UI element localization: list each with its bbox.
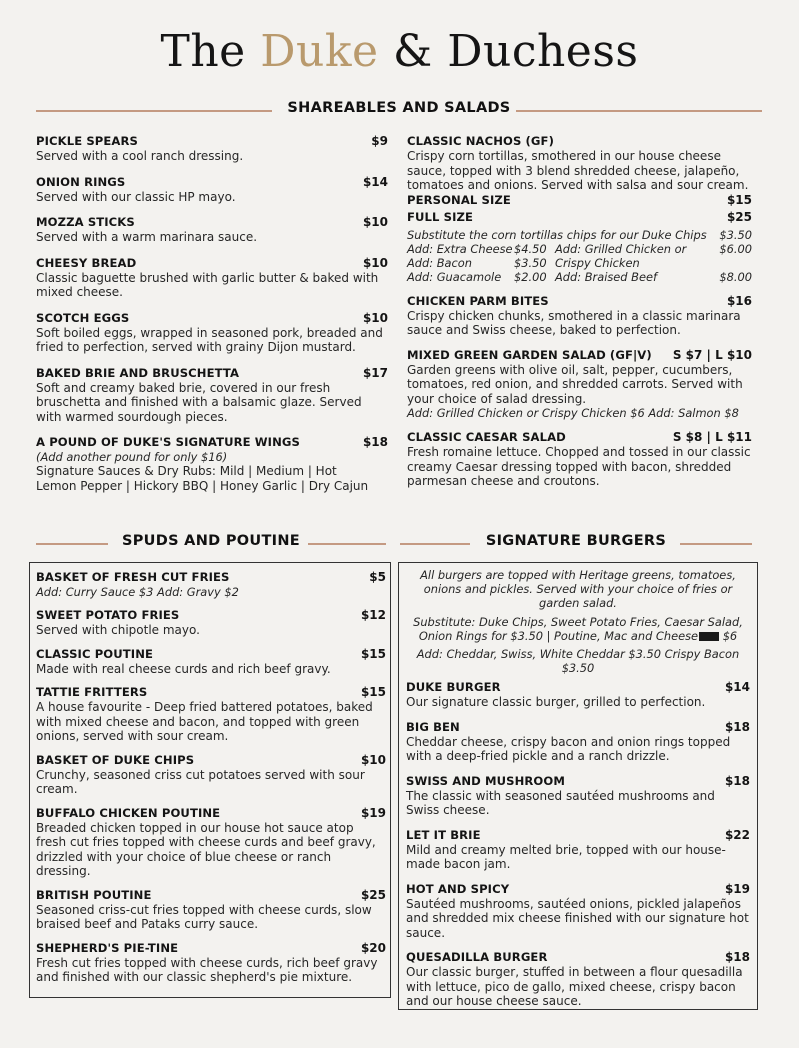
item-name: MOZZA STICKS: [36, 215, 135, 229]
item-name: DUKE BURGER: [406, 680, 501, 694]
item-name: SWISS AND MUSHROOM: [406, 773, 565, 788]
menu-item: [407, 294, 752, 338]
section-heading-spuds: [36, 533, 386, 553]
addon-label: Crispy Chicken: [555, 255, 640, 270]
addon-label: Add: Braised Beef: [555, 269, 657, 284]
menu-item-wings: [36, 435, 388, 493]
item-name: QUESADILLA BURGER: [406, 950, 548, 964]
menu-item: [36, 215, 388, 245]
item-description: Mild and creamy melted brie, topped with our house-made bacon jam.: [406, 842, 726, 871]
spuds-column: [36, 570, 386, 985]
menu-item: [36, 608, 386, 638]
size-name: FULL SIZE: [407, 209, 474, 224]
item-name: TATTIE FRITTERS: [36, 685, 148, 699]
item-price: $18: [724, 773, 750, 788]
item-price: $15: [360, 646, 386, 661]
item-description: The classic with seasoned sautéed mushrooms and Swiss cheese.: [406, 788, 715, 817]
item-description: Soft and creamy baked brie, covered in our fresh bruschetta and finished with a balsamic glaze. Served with warmed sourdough pieces.: [36, 380, 362, 424]
menu-item: [407, 348, 752, 421]
item-price: $17: [362, 365, 388, 380]
item-name: SWEET POTATO FRIES: [36, 608, 180, 622]
item-name: LET IT BRIE: [406, 827, 481, 842]
addon-price: $2.00: [514, 269, 547, 284]
burgers-column: [406, 568, 750, 1009]
item-price: $18: [724, 950, 750, 964]
item-price: $19: [724, 881, 750, 896]
addon-price: $3.50: [514, 255, 547, 270]
menu-item: [36, 256, 388, 300]
item-name: BIG BEN: [406, 719, 460, 734]
item-price: $20: [360, 940, 386, 955]
addon-row: [407, 228, 752, 242]
item-description: Classic baguette brushed with garlic butter & baked with mixed cheese.: [36, 270, 379, 299]
item-price: $19: [360, 805, 386, 820]
item-price: $16: [726, 293, 752, 308]
item-description: Seasoned criss-cut fries topped with cheese curds, slow braised beef and Pataks curry sauce.: [36, 902, 372, 931]
menu-item-nachos: [407, 134, 752, 284]
item-price: S $7 | L $10: [672, 347, 752, 362]
item-description: Crispy corn tortillas, smothered in our house cheese sauce, topped with 3 blend shredded cheese, jalapeño, tomatoes and onions. Served with salsa and sour cream.: [407, 149, 749, 192]
burgers-substitute-2: [406, 629, 750, 643]
item-note: (Add another pound for only $16): [36, 450, 228, 464]
item-name: BASKET OF DUKE CHIPS: [36, 752, 195, 767]
item-price: $18: [724, 719, 750, 734]
item-description: Cheddar cheese, crispy bacon and onion rings topped with a deep-fried pickle and a ranch drizzle.: [406, 734, 731, 763]
section-heading-burgers: [400, 533, 752, 553]
addon-label: Add: Guacamole: [407, 269, 502, 284]
item-note: Add: Grilled Chicken or Crispy Chicken $6 Add: Salmon $8: [407, 406, 739, 420]
menu-item: [406, 828, 750, 872]
menu-item: [406, 720, 750, 764]
substitute-text: Onion Rings for $3.50 | Poutine, Mac and Cheese: [418, 629, 699, 643]
menu-item: [406, 882, 750, 941]
item-description: Our signature classic burger, grilled to perfection.: [406, 695, 706, 709]
addon-label: Substitute the corn tortillas chips for our Duke Chips: [407, 227, 707, 242]
item-price: $22: [724, 827, 750, 842]
item-price: $10: [362, 310, 388, 325]
item-name: BRITISH POUTINE: [36, 887, 152, 902]
menu-item: [36, 311, 388, 355]
size-name: PERSONAL SIZE: [407, 192, 511, 207]
item-description: Fresh cut fries topped with cheese curds, rich beef gravy and finished with our classic shepherd's pie mixture.: [36, 955, 378, 984]
addon-row: [407, 270, 752, 284]
menu-item: [36, 647, 386, 677]
menu-item: [407, 430, 752, 489]
addon-label: Add: Extra Cheese: [407, 241, 513, 256]
item-name: CLASSIC NACHOS (GF): [407, 134, 554, 148]
item-name: CHEESY BREAD: [36, 255, 137, 270]
menu-item: [36, 888, 386, 932]
item-price: $5: [369, 570, 386, 584]
menu-item: [406, 950, 750, 1009]
item-name: CLASSIC POUTINE: [36, 646, 154, 661]
addon-price: $8.00: [719, 269, 752, 284]
item-price: $25: [360, 887, 386, 902]
item-price: $10: [362, 215, 388, 229]
item-name: SHEPHERD'S PIE-TINE: [36, 940, 179, 955]
item-name: BUFFALO CHICKEN POUTINE: [36, 805, 221, 820]
menu-item: [36, 175, 388, 205]
item-price: $18: [362, 435, 388, 449]
menu-item: [406, 680, 750, 710]
item-note: Add: Curry Sauce $3 Add: Gravy $2: [36, 585, 239, 599]
item-price: $12: [360, 608, 386, 622]
addon-label: Add: Grilled Chicken or: [555, 241, 687, 256]
menu-item: [36, 941, 386, 985]
title-part-1: The: [160, 26, 246, 77]
item-name: ONION RINGS: [36, 174, 126, 189]
shareables-right-column: [407, 134, 752, 489]
size-row: [407, 210, 752, 228]
item-price: $15: [360, 685, 386, 699]
item-description: Crunchy, seasoned criss cut potatoes served with sour cream.: [36, 767, 365, 796]
item-description: Soft boiled eggs, wrapped in seasoned pork, breaded and fried to perfection, served with grainy Dijon mustard.: [36, 325, 383, 354]
item-name: MIXED GREEN GARDEN SALAD (GF|V): [407, 347, 652, 362]
addon-row: [407, 256, 752, 270]
item-price: $14: [362, 174, 388, 189]
item-name: PICKLE SPEARS: [36, 134, 138, 148]
item-description: Our classic burger, stuffed in between a flour quesadilla with lettuce, pico de gallo, mixed cheese, crispy bacon and our house cheese sauce.: [406, 965, 743, 1008]
item-description: Served with our classic HP mayo.: [36, 189, 236, 204]
addon-label: Add: Bacon: [407, 255, 472, 270]
item-description: Made with real cheese curds and rich beef gravy.: [36, 661, 331, 676]
heading-label: SPUDS AND POUTINE: [122, 533, 300, 549]
item-description: A house favourite - Deep fried battered potatoes, baked with mixed cheese and bacon, and topped with green onions, served with sour cream.: [36, 700, 373, 743]
menu-item: [36, 806, 386, 879]
addon-price: $3.50: [719, 227, 752, 242]
menu-item: [36, 685, 386, 744]
item-price: $10: [362, 255, 388, 270]
wing-sauces-2: Lemon Pepper | Hickory BBQ | Honey Garlic | Dry Cajun: [36, 478, 369, 493]
item-description: Served with chipotle mayo.: [36, 623, 200, 637]
substitute-price: $6: [722, 629, 738, 643]
addon-row: [407, 242, 752, 256]
menu-item: [36, 366, 388, 425]
burgers-add: Add: Cheddar, Swiss, White Cheddar $3.50 Crispy Bacon $3.50: [416, 647, 740, 675]
item-price: $10: [360, 752, 386, 767]
shareables-left-column: [36, 134, 388, 493]
size-price: $25: [726, 209, 752, 224]
menu-item: [406, 774, 750, 818]
restaurant-title: [0, 26, 799, 77]
item-name: CHICKEN PARM BITES: [407, 293, 549, 308]
heading-label: SIGNATURE BURGERS: [485, 533, 667, 549]
title-part-3: & Duchess: [393, 26, 639, 77]
item-price: $9: [371, 134, 388, 148]
item-name: CLASSIC CAESAR SALAD: [407, 430, 566, 444]
title-part-2: Duke: [260, 26, 379, 77]
item-description: Fresh romaine lettuce. Chopped and tossed in our classic creamy Caesar dressing topped with bacon, shredded parmesan cheese and croutons.: [407, 445, 751, 488]
item-name: BAKED BRIE AND BRUSCHETTA: [36, 365, 240, 380]
section-heading-shareables: [36, 100, 762, 120]
menu-item: [36, 134, 388, 164]
item-description: Served with a warm marinara sauce.: [36, 230, 258, 244]
menu-item: [36, 570, 386, 599]
item-description: Garden greens with olive oil, salt, pepper, cucumbers, tomatoes, red onion, and shredded carrots. Served with your choice of salad dressing.: [407, 362, 743, 406]
item-description: Sautéed mushrooms, sautéed onions, pickled jalapeños and shredded mix cheese finished with our signature hot sauce.: [406, 896, 749, 940]
item-name: SCOTCH EGGS: [36, 310, 130, 325]
item-price: $14: [724, 680, 750, 694]
item-description: Served with a cool ranch dressing.: [36, 149, 244, 163]
item-description: Crispy chicken chunks, smothered in a classic marinara sauce and Swiss cheese, baked to perfection.: [407, 308, 741, 337]
item-price: S $8 | L $11: [672, 430, 752, 444]
item-name: A POUND OF DUKE'S SIGNATURE WINGS: [36, 435, 300, 449]
item-name: BASKET OF FRESH CUT FRIES: [36, 570, 230, 584]
redaction-mark: [699, 632, 719, 641]
item-description: Breaded chicken topped in our house hot sauce atop fresh cut fries topped with cheese curds and beef gravy, drizzled with your choice of blue cheese or ranch dressing.: [36, 820, 376, 878]
addon-price: $6.00: [719, 241, 752, 256]
burgers-intro: All burgers are topped with Heritage greens, tomatoes, onions and pickles. Served with your choice of fries or garden salad.: [420, 568, 736, 610]
size-price: $15: [726, 192, 752, 207]
burgers-substitute-1: Substitute: Duke Chips, Sweet Potato Fries, Caesar Salad,: [413, 615, 743, 629]
menu-item: [36, 753, 386, 797]
wing-sauces: Signature Sauces & Dry Rubs: Mild | Medium | Hot: [36, 464, 337, 478]
item-name: HOT AND SPICY: [406, 881, 510, 896]
size-row: [407, 193, 752, 210]
heading-label: SHAREABLES AND SALADS: [287, 100, 511, 116]
addon-price: $4.50: [514, 241, 547, 256]
